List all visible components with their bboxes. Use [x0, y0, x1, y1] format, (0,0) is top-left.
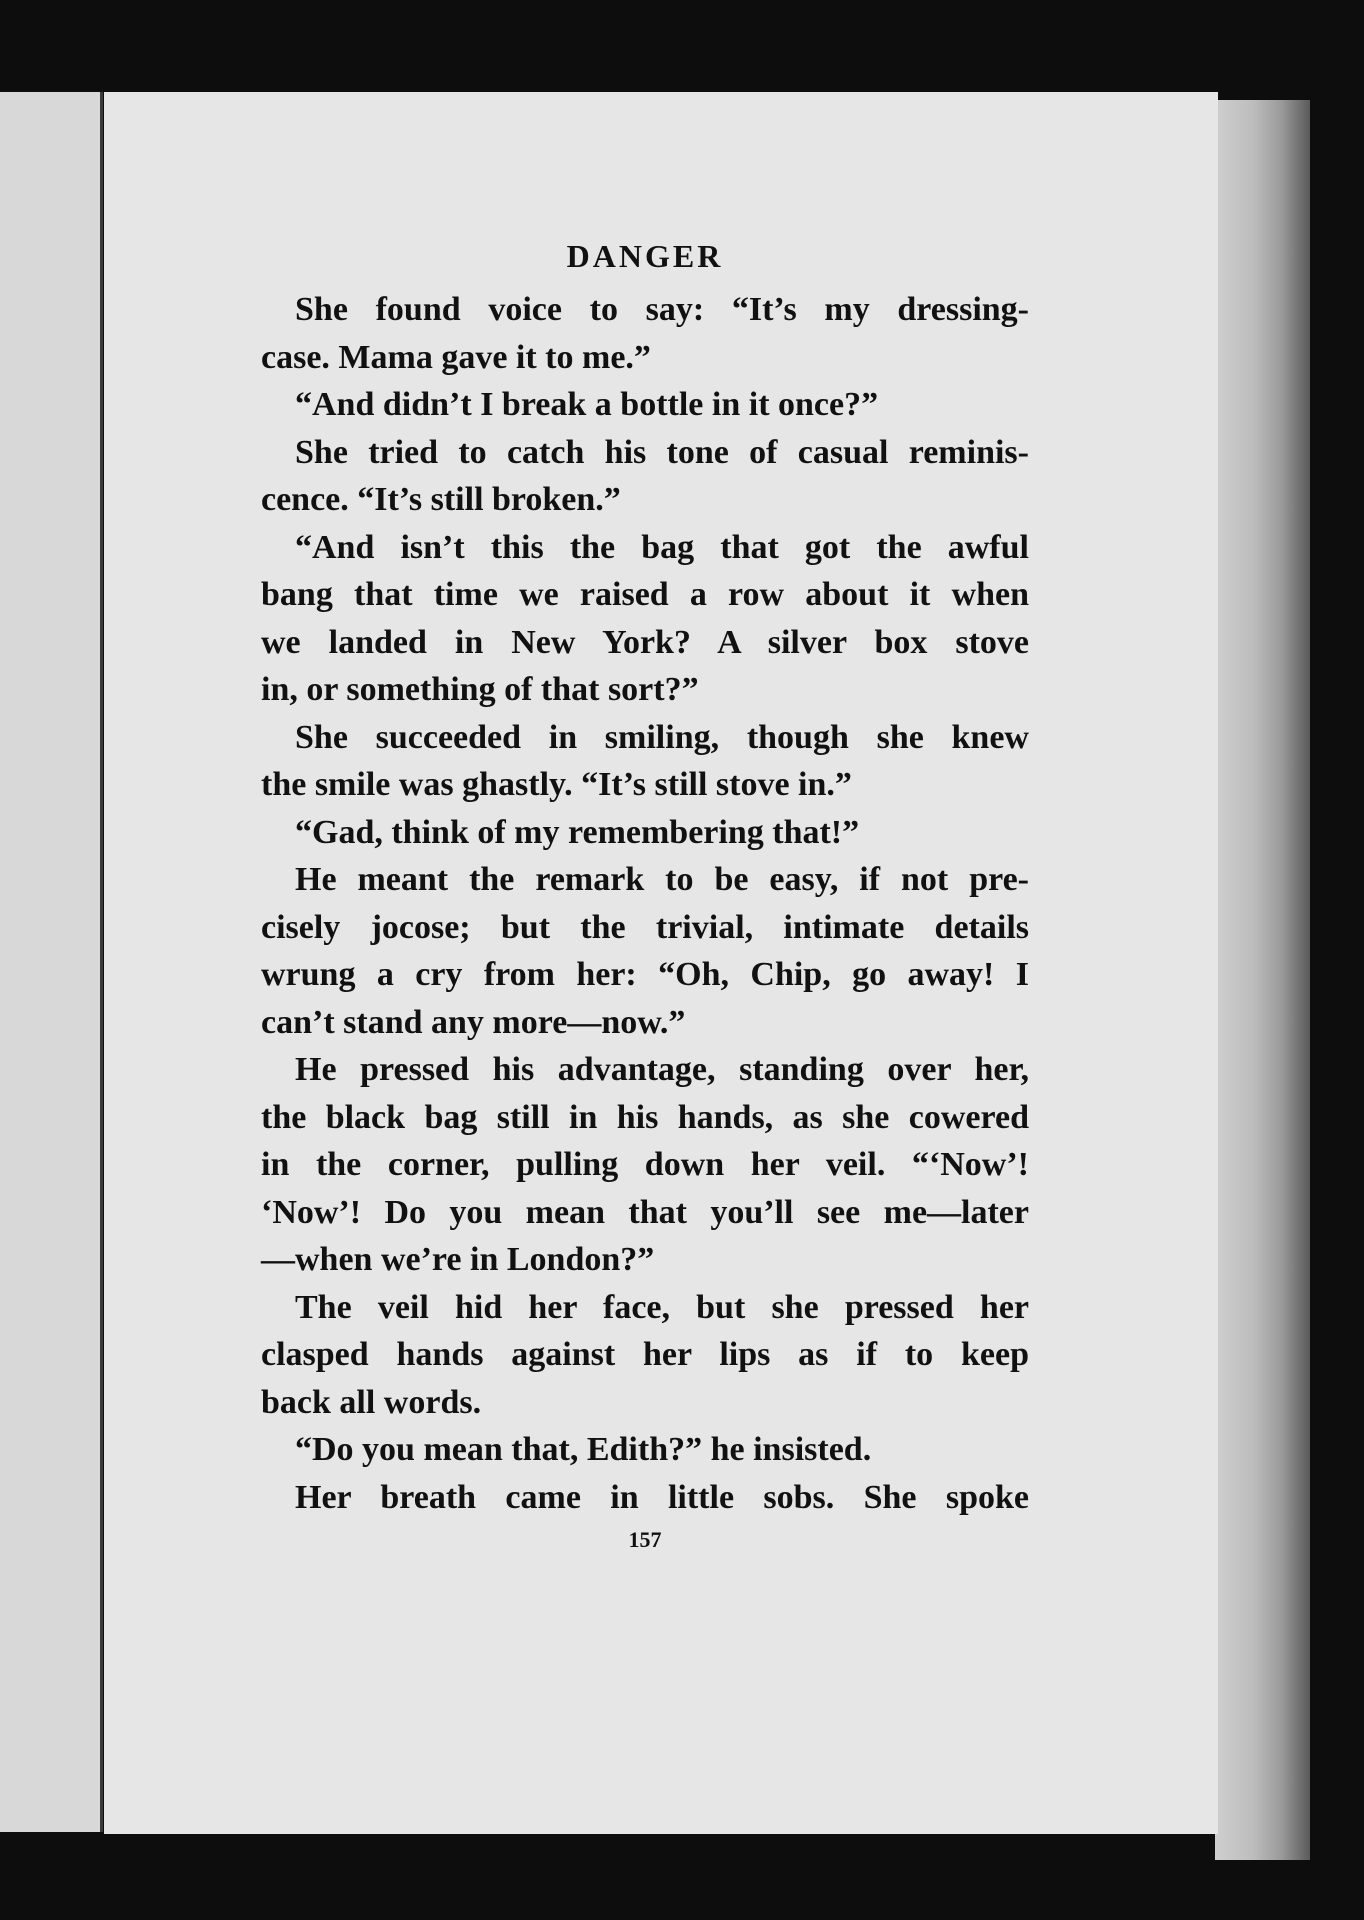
text-line: we landed in New York? A silver box stove: [261, 623, 1029, 661]
text-line: clasped hands against her lips as if to keep: [261, 1336, 1029, 1373]
text-line: back all words.: [261, 1383, 482, 1421]
text-line: He pressed his advantage, standing over her,: [295, 1051, 1029, 1088]
text-line: ‘Now’! Do you mean that you’ll see me—later: [261, 1193, 1029, 1231]
body-text: [261, 286, 1029, 1521]
text-line: She found voice to say: “It’s my dressing-: [295, 291, 1029, 328]
running-head: DANGER: [566, 238, 724, 274]
text-line: cence. “It’s still broken.”: [261, 481, 621, 518]
text-block: [261, 236, 1029, 1555]
text-line: She tried to catch his tone of casual reminis-: [295, 433, 1029, 471]
text-line: “And didn’t I break a bottle in it once?”: [295, 386, 879, 423]
text-line: “Do you mean that, Edith?” he insisted.: [295, 1431, 872, 1468]
text-line: cisely jocose; but the trivial, intimate details: [261, 908, 1029, 946]
text-line: The veil hid her face, but she pressed her: [295, 1288, 1029, 1326]
text-line: case. Mama gave it to me.”: [261, 338, 651, 376]
text-line: wrung a cry from her: “Oh, Chip, go away! I: [261, 956, 1029, 993]
text-line: bang that time we raised a row about it when: [261, 576, 1029, 613]
text-line: in, or something of that sort?”: [261, 671, 699, 708]
book-page: [104, 92, 1218, 1834]
text-line: can’t stand any more—now.”: [261, 1003, 686, 1041]
text-line: She succeeded in smiling, though she knew: [295, 718, 1029, 756]
text-line: the black bag still in his hands, as she cowered: [261, 1098, 1029, 1136]
text-line: “And isn’t this the bag that got the awful: [295, 528, 1029, 566]
text-line: in the corner, pulling down her veil. “‘Now’!: [261, 1146, 1029, 1183]
text-line: Her breath came in little sobs. She spoke: [295, 1478, 1029, 1516]
page-stack-edge: [1215, 100, 1310, 1860]
facing-page-edge: [0, 92, 103, 1832]
text-line: the smile was ghastly. “It’s still stove in.”: [261, 766, 852, 803]
text-line: He meant the remark to be easy, if not pre-: [295, 861, 1029, 898]
page-number: 157: [628, 1527, 662, 1552]
text-line: —when we’re in London?”: [261, 1241, 655, 1278]
text-line: “Gad, think of my remembering that!”: [295, 813, 860, 851]
